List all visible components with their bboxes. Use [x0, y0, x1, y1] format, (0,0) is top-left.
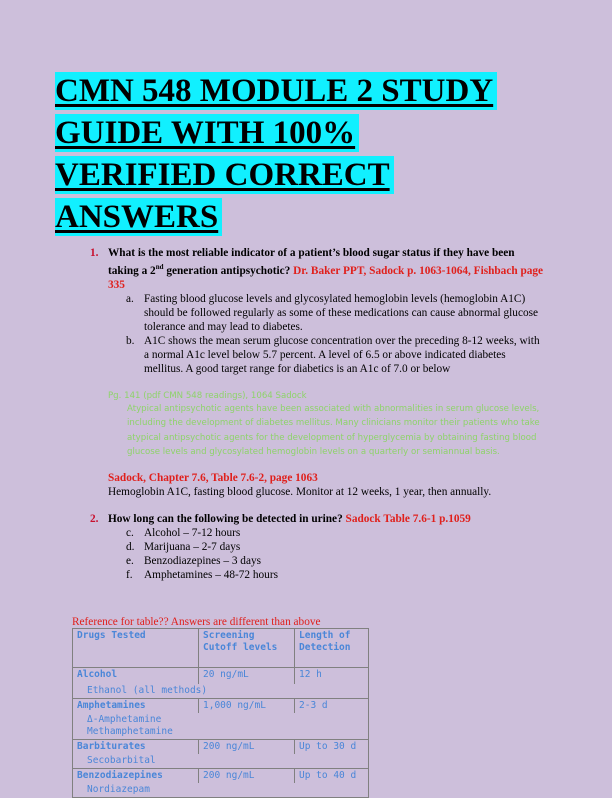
answer-text: Marijuana – 2-7 days	[144, 540, 241, 553]
answer-letter: b.	[126, 334, 135, 347]
title-line: GUIDE WITH 100%	[55, 114, 359, 152]
cutoff-level: 20 ng/mL	[199, 668, 295, 685]
question-source: Sadock Table 7.6-1 p.1059	[345, 512, 471, 525]
answer-text: Benzodiazepines – 3 days	[144, 554, 262, 567]
table-header-cell: Screening Cutoff levels	[199, 629, 295, 668]
table-header-cell: Drugs Tested	[73, 629, 199, 668]
cutoff-level: 200 ng/mL	[199, 740, 295, 755]
answer-letter: d.	[126, 540, 135, 553]
answer-item	[126, 554, 544, 568]
question-text: How long can the following be detected in urine?	[108, 512, 346, 525]
detection-length: 12 h	[295, 668, 369, 685]
answer-item	[126, 540, 544, 554]
table-row	[73, 668, 369, 685]
question-text: What is the most reliable indicator of a patient’s blood sugar status if they have been taking a 2	[108, 247, 515, 277]
table-header-cell: Length of Detection	[295, 629, 369, 668]
title-line: VERIFIED CORRECT	[55, 156, 394, 194]
drug-subtype: Nordiazepam	[73, 783, 369, 798]
table-subrow	[73, 713, 369, 740]
title-line: CMN 548 MODULE 2 STUDY	[55, 72, 497, 110]
answer-text: A1C shows the mean serum glucose concentration over the preceding 8-12 weeks, with a normal A1c level below 5.7 percent. A level of 6.5 or above indicated diabetes mellitus. A good target range for diabetics is an A1c of 7.0 or below	[144, 334, 540, 375]
table-subrow	[73, 684, 369, 699]
drug-subtype	[73, 713, 369, 740]
answer-letter: c.	[126, 526, 134, 539]
question-number: 1.	[90, 247, 99, 259]
drug-name: Benzodiazepines	[73, 769, 199, 784]
answer-item	[126, 292, 544, 334]
drug-subtype-text: Δ-Amphetamine Methamphetamine	[87, 714, 173, 737]
answer-text: Alcohol – 7-12 hours	[144, 526, 241, 539]
reading-excerpt: Atypical antipsychotic agents have been associated with abnormalities in serum glucose levels, including the development of diabetes mellitus. Many clinicians monitor their patients who take atypical antipsychotic agents for the development of hyperglycemia by obtaining fasting blood glucose levels and glycosylated hemoglobin levels on a quarterly or semiannual basis.	[127, 403, 540, 458]
table-row	[73, 740, 369, 755]
answer-letter: a.	[126, 292, 134, 305]
answer-letter: f.	[126, 568, 133, 581]
answer-text: Amphetamines – 48-72 hours	[144, 568, 278, 581]
answer-item	[126, 568, 544, 582]
detection-length: Up to 30 d	[295, 740, 369, 755]
cutoff-level: 1,000 ng/mL	[199, 699, 295, 714]
drug-detection-table	[72, 628, 369, 798]
question-number: 2.	[90, 512, 99, 525]
table-subrow	[73, 754, 369, 769]
drug-subtype: Secobarbital	[73, 754, 369, 769]
question-text: generation antipsychotic?	[163, 264, 294, 277]
document-title	[55, 72, 555, 240]
answer-text: Fasting blood glucose levels and glycosylated hemoglobin levels (hemoglobin A1C) should be followed regularly as some of these medications can cause abnormal glucose tolerance and may lead to diabetes.	[144, 292, 539, 333]
table-subrow	[73, 783, 369, 798]
answer-item	[126, 526, 544, 540]
title-line: ANSWERS	[55, 198, 222, 236]
drug-name: Alcohol	[73, 668, 199, 685]
sadock-reference: Sadock, Chapter 7.6, Table 7.6-2, page 1063	[108, 471, 318, 484]
study-content	[0, 246, 612, 582]
drug-name: Barbiturates	[73, 740, 199, 755]
detection-length: Up to 40 d	[295, 769, 369, 784]
question-2	[90, 512, 544, 526]
question-1	[90, 246, 544, 292]
drug-name: Amphetamines	[73, 699, 199, 714]
answer-item	[126, 334, 544, 376]
table-row	[73, 769, 369, 784]
question-superscript: nd	[155, 263, 164, 271]
sadock-reference-text: Hemoglobin A1C, fasting blood glucose. Monitor at 12 weeks, 1 year, then annually.	[108, 485, 492, 498]
reading-reference: Pg. 141 (pdf CMN 548 readings), 1064 Sadock	[108, 390, 307, 401]
cutoff-level: 200 ng/mL	[199, 769, 295, 784]
table-header-row	[73, 629, 369, 668]
drug-subtype: Ethanol (all methods)	[73, 684, 369, 699]
table-note: Reference for table?? Answers are different than above	[72, 616, 321, 628]
answer-letter: e.	[126, 554, 134, 567]
detection-length: 2-3 d	[295, 699, 369, 714]
question-source: Dr. Baker PPT, Sadock p. 1063-1064, Fishbach page 335	[108, 264, 544, 291]
table-row	[73, 699, 369, 714]
